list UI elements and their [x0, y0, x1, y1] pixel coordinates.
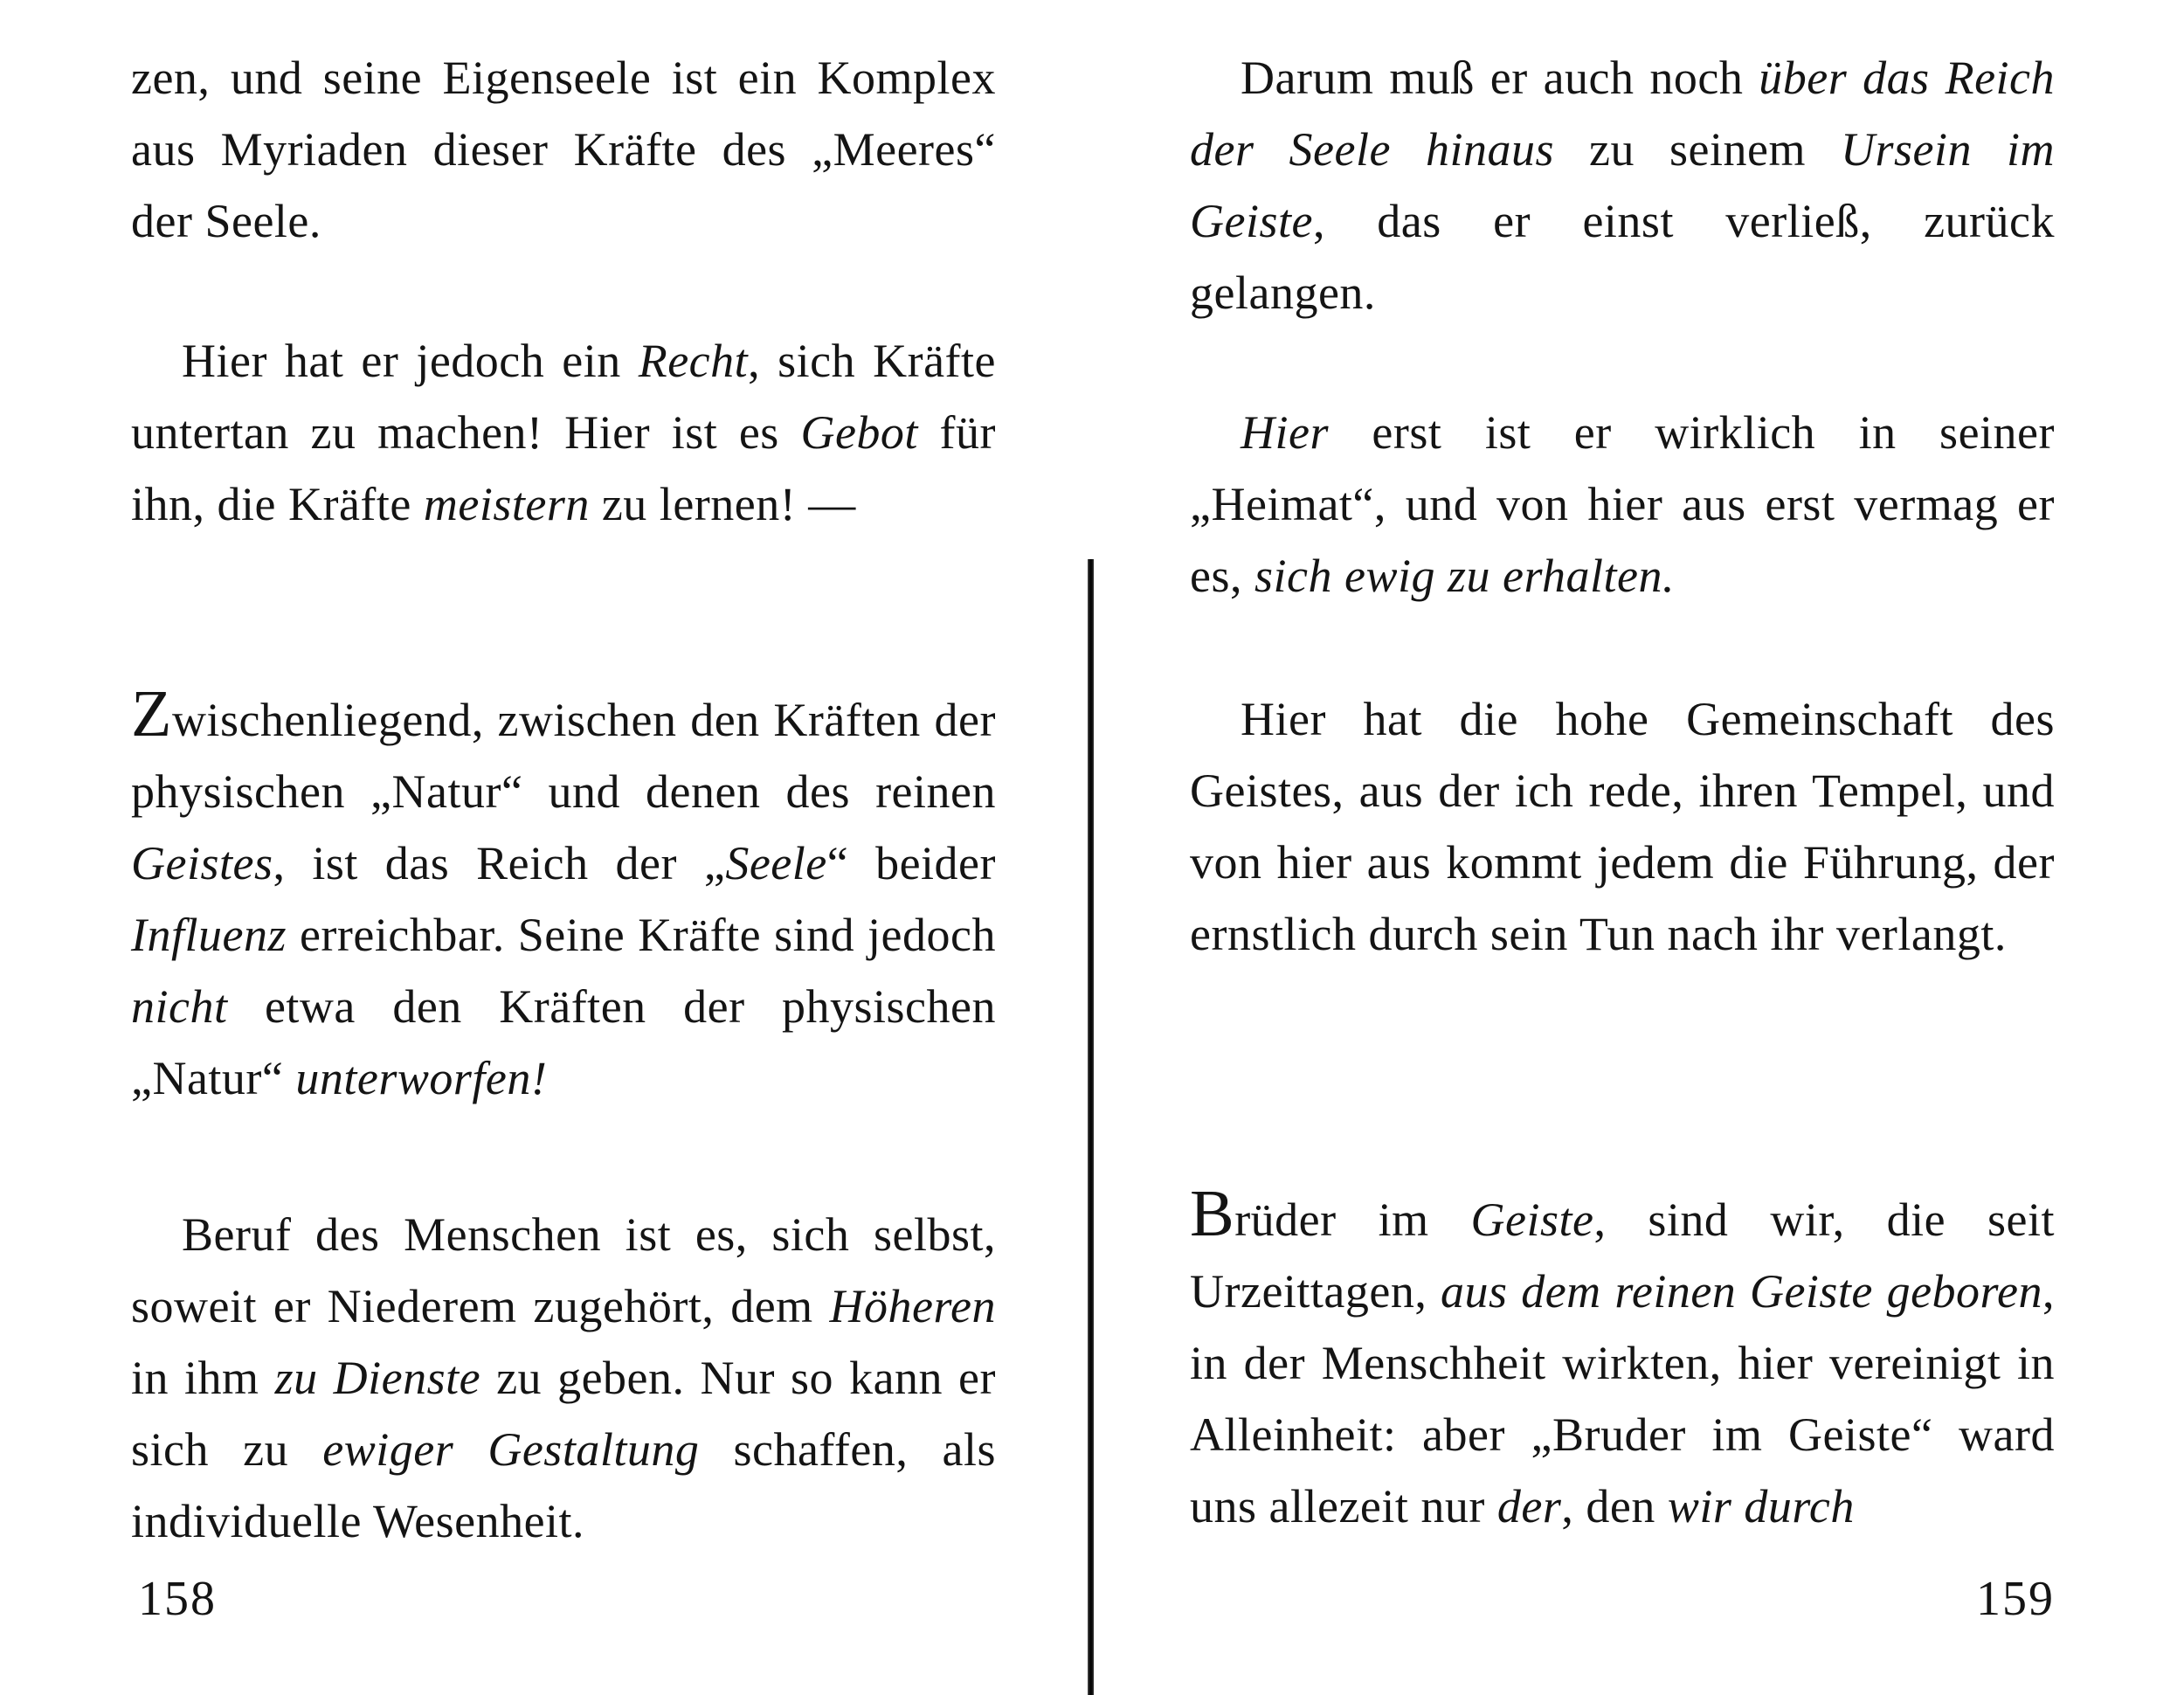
italic-emphasis: unterworfen!	[295, 1052, 548, 1104]
italic-emphasis: Geistes	[131, 837, 273, 889]
text-run: , das er einst verließ, zurück gelangen.	[1190, 195, 2055, 319]
text-run: erst ist er wirklich in seiner „Heimat“, und von hier aus erst vermag er es,	[1190, 406, 2055, 602]
italic-emphasis: zu Dienste	[274, 1352, 481, 1404]
text-run: rüder im	[1234, 1193, 1471, 1246]
text-run: , sich Kräfte untertan zu machen! Hier ist es	[131, 335, 996, 459]
text-run: , sind wir, die seit Urzeittagen,	[1190, 1193, 2055, 1318]
text-run: , in der Menschheit wirkten, hier vereinigt in Alleinheit: aber „Bruder im Geiste“ ward uns allezeit nur	[1190, 1265, 2056, 1532]
text-run: Beruf des Menschen ist es, sich selbst, soweit er Niederem zugehört, dem	[131, 1208, 996, 1332]
left-page	[131, 0, 996, 1695]
italic-emphasis: Influenz	[131, 909, 287, 961]
text-run: Hier hat er jedoch ein	[182, 335, 639, 387]
paragraph	[131, 677, 996, 1114]
text-run: , ist das Reich der „	[273, 837, 726, 889]
italic-emphasis: ewiger Gestaltung	[322, 1423, 700, 1476]
italic-emphasis: Gebot	[800, 406, 918, 459]
text-run: zen, und seine Eigenseele ist ein Komplex aus Myriaden dieser Kräfte des „Meeres“ der Seele.	[131, 52, 996, 247]
italic-emphasis: Ursein im Geiste	[1190, 123, 2056, 247]
text-run: schaffen, als individuelle Wesenheit.	[131, 1423, 996, 1547]
paragraph	[1190, 683, 2055, 970]
text-run: für ihn, die Kräfte	[131, 406, 997, 530]
italic-emphasis: über das Reich der Seele hinaus	[1190, 52, 2056, 176]
page-number: 159	[1976, 1572, 2055, 1626]
right-page	[1190, 0, 2055, 1695]
paragraph	[1190, 397, 2055, 612]
italic-emphasis: Höheren	[829, 1280, 996, 1332]
drop-capital: B	[1190, 1177, 1235, 1250]
text-run: etwa den Kräften der physischen „Natur“	[131, 980, 996, 1104]
text-run: “ beider	[826, 837, 996, 889]
italic-emphasis: Hier	[1241, 406, 1329, 459]
paragraph	[131, 42, 996, 257]
italic-emphasis: nicht	[131, 980, 228, 1033]
italic-emphasis: meistern	[423, 478, 590, 530]
page-gutter-shadow	[1088, 559, 1094, 1695]
italic-emphasis: Geiste	[1470, 1193, 1594, 1246]
text-run: Hier hat die hohe Gemeinschaft des Geistes, aus der ich rede, ihren Tempel, und von hier aus kommt jedem die Führung, der ernstlich durch sein Tun nach ihr verlangt.	[1190, 693, 2055, 960]
text-run: wischenliegend, zwischen den Kräften der physischen „Natur“ und denen des reinen	[131, 694, 996, 818]
page-number: 158	[138, 1572, 217, 1626]
text-run: zu geben. Nur so kann er sich zu	[131, 1352, 997, 1476]
text-run: in ihm	[131, 1352, 275, 1404]
text-run: , den	[1561, 1480, 1668, 1532]
italic-emphasis: Recht	[638, 335, 749, 387]
italic-emphasis: Seele	[725, 837, 827, 889]
paragraph	[131, 325, 996, 540]
text-run: Darum muß er auch noch	[1241, 52, 1759, 104]
italic-emphasis: der	[1496, 1480, 1562, 1532]
italic-emphasis: wir durch	[1667, 1480, 1855, 1532]
paragraph	[1190, 42, 2055, 329]
drop-capital: Z	[131, 677, 172, 751]
text-run: erreichbar. Seine Kräfte sind jedoch	[286, 909, 996, 961]
italic-emphasis: sich ewig zu erhalten.	[1254, 550, 1675, 602]
paragraph	[1190, 1177, 2056, 1542]
italic-emphasis: aus dem reinen Geiste geboren	[1441, 1265, 2043, 1318]
paragraph	[131, 1199, 996, 1557]
text-run: zu lernen! —	[589, 478, 856, 530]
text-run: zu seinem	[1553, 123, 1841, 176]
